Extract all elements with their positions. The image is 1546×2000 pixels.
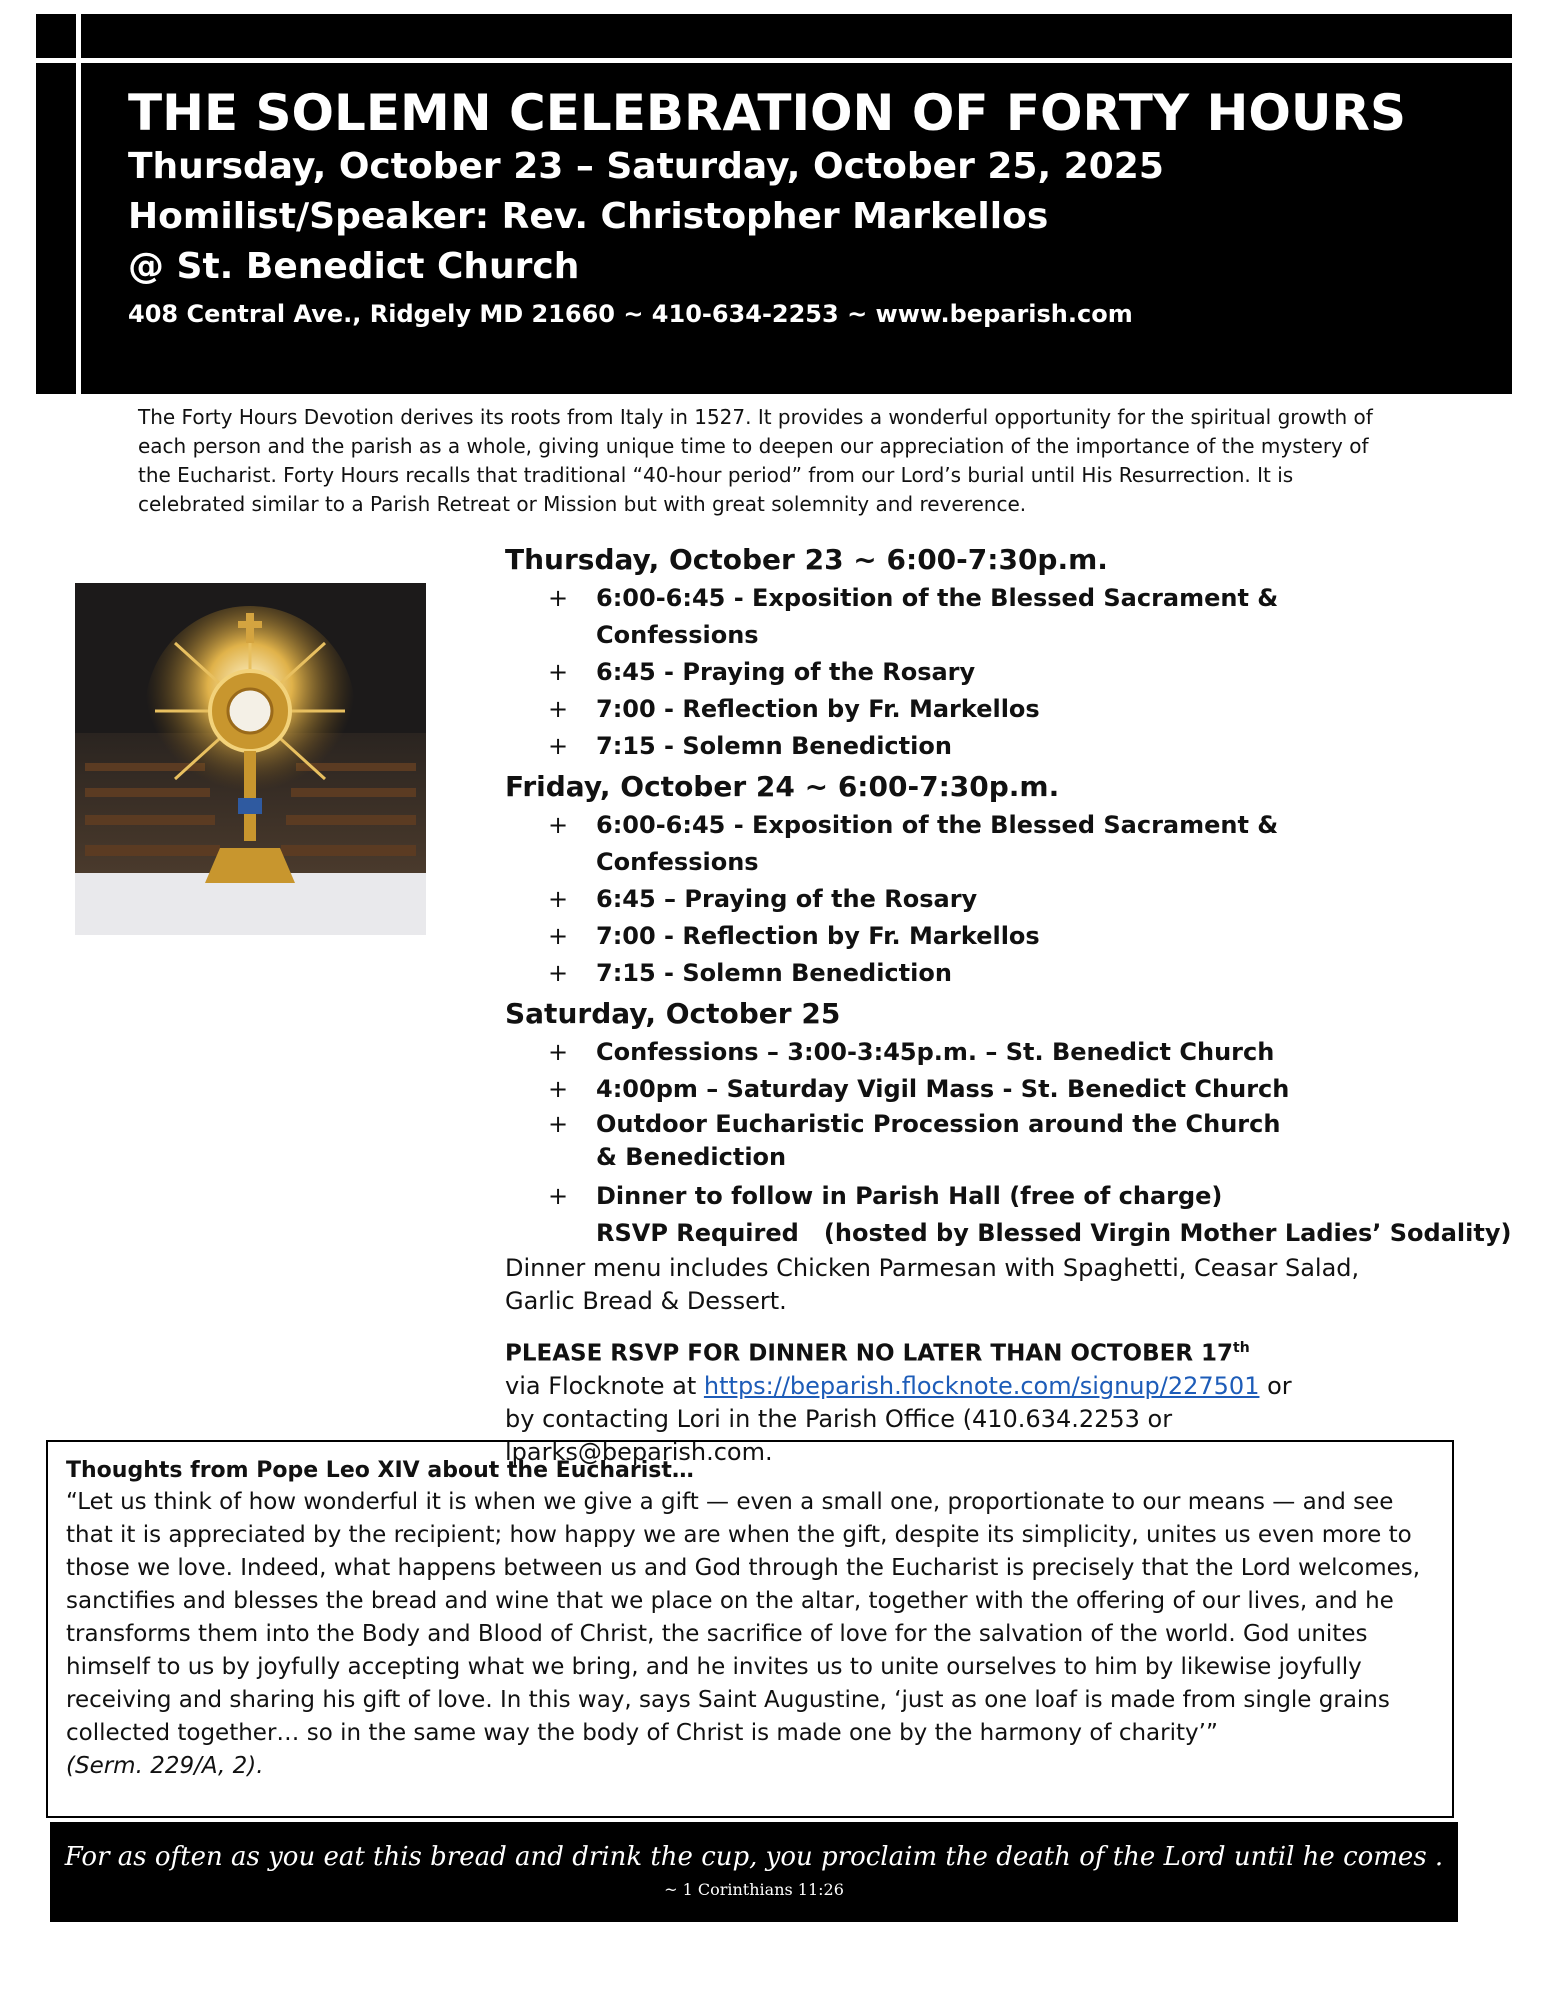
- plus-bullet-icon: +: [548, 658, 569, 686]
- event-location: @ St. Benedict Church: [128, 246, 580, 287]
- page-title: THE SOLEMN CELEBRATION OF FORTY HOURS: [128, 84, 1406, 142]
- banner-horizontal-rule: [36, 58, 1512, 63]
- plus-bullet-icon: +: [548, 885, 569, 913]
- plus-bullet-icon: +: [548, 584, 569, 612]
- header-banner: [36, 14, 1512, 394]
- banner-text: [128, 84, 1406, 332]
- intro-paragraph: The Forty Hours Devotion derives its roots from Italy in 1527. It provides a wonderful opportunity for the spiritual growth of each person and the parish as a whole, giving unique time to deepen our appreciation of the importance of the mystery of the Eucharist. Forty Hours recalls that traditional “40-hour period” from our Lord’s burial until His Resurrection. It is celebrated similar to a Parish Retreat or Mission but with great solemnity and reverence.: [138, 405, 1373, 516]
- scripture-verse: For as often as you eat this bread and drink the cup, you proclaim the death of the Lord until he comes .: [64, 1842, 1444, 1872]
- list-item: + 4:00pm – Saturday Vigil Mass - St. Benedict Church: [505, 1071, 1435, 1108]
- friday-heading: Friday, October 24 ~ 6:00-7:30p.m.: [505, 770, 1060, 803]
- rsvp-required-line: [505, 1215, 1512, 1252]
- plus-bullet-icon: +: [548, 1182, 569, 1210]
- list-item: + Confessions – 3:00-3:45p.m. – St. Benedict Church: [505, 1034, 1435, 1071]
- list-item: + 6:45 – Praying of the Rosary: [505, 881, 1435, 918]
- rsvp-contact: by contacting Lori in the Parish Office (410.634.2253 or lparks@beparish.com.: [505, 1404, 1173, 1466]
- church-contact: 408 Central Ave., Ridgely MD 21660 ~ 410-634-2253 ~ www.beparish.com: [128, 300, 1133, 328]
- banner-vertical-rule: [76, 14, 81, 394]
- rsvp-instructions: via Flocknote at https://beparish.flocknote.com/signup/227501 or by contacting Lori in the Parish Office (410.634.2253 or lparks@beparish.com.: [505, 1371, 1292, 1466]
- scripture-footer: [50, 1822, 1458, 1922]
- plus-bullet-icon: +: [548, 1038, 569, 1066]
- hosted-note: (hosted by Blessed Virgin Mother Ladies’ Sodality): [823, 1219, 1512, 1247]
- plus-bullet-icon: +: [548, 959, 569, 987]
- quote-body: “Let us think of how wonderful it is when we give a gift — even a small one, proportionate to our means — and see that it is appreciated by the recipient; how happy we are when the gift, despite its simplicity, unites us even more to those we love. Indeed, what happens between us and God through the Eucharist is precisely that the Lord welcomes, sanctifies and blesses the bread and wine that we place on the altar, together with the offering of our lives, and he transforms them into the Body and Blood of Christ, the sacrifice of love for the salvation of the world. God unites himself to us by joyfully accepting what we bring, and he invites us to unite ourselves to him by likewise joyfully receiving and sharing his gift of love. In this way, says Saint Augustine, ‘just as one loaf is made from single grains collected together… so in the same way the body of Christ is made one by the harmony of charity’” (Serm. 229/A, 2).: [66, 1489, 1421, 1779]
- quote-heading: Thoughts from Pope Leo XIV about the Eucharist…: [66, 1458, 694, 1483]
- flocknote-signup-link[interactable]: https://beparish.flocknote.com/signup/227501: [703, 1371, 1260, 1400]
- list-item: + Dinner to follow in Parish Hall (free of charge): [505, 1178, 1435, 1215]
- list-item: + 7:15 - Solemn Benediction: [505, 728, 1435, 765]
- quote-citation: (Serm. 229/A, 2).: [66, 1753, 264, 1779]
- event-speaker: Homilist/Speaker: Rev. Christopher Markellos: [128, 196, 1049, 237]
- list-item: + 6:00-6:45 - Exposition of the Blessed Sacrament & Confessions: [505, 580, 1435, 654]
- saturday-heading: Saturday, October 25: [505, 997, 841, 1030]
- event-dates: Thursday, October 23 – Saturday, October 25, 2025: [128, 146, 1164, 187]
- plus-bullet-icon: +: [548, 732, 569, 760]
- plus-bullet-icon: +: [548, 811, 569, 839]
- plus-bullet-icon: +: [548, 1075, 569, 1103]
- plus-bullet-icon: +: [548, 695, 569, 723]
- list-item: + 6:45 - Praying of the Rosary: [505, 654, 1435, 691]
- thursday-heading: Thursday, October 23 ~ 6:00-7:30p.m.: [505, 543, 1108, 576]
- pope-quote-box: [46, 1440, 1454, 1818]
- rsvp-heading: PLEASE RSVP FOR DINNER NO LATER THAN OCTOBER 17th: [505, 1340, 1250, 1367]
- list-item: + Outdoor Eucharistic Procession around the Church & Benediction: [548, 1110, 1281, 1171]
- plus-bullet-icon: +: [548, 922, 569, 950]
- plus-bullet-icon: +: [548, 1110, 569, 1138]
- list-item: + 7:15 - Solemn Benediction: [505, 955, 1435, 992]
- list-item: + 7:00 - Reflection by Fr. Markellos: [505, 691, 1435, 728]
- schedule: [505, 540, 1512, 1469]
- dinner-menu: Dinner menu includes Chicken Parmesan with Spaghetti, Ceasar Salad, Garlic Bread & Dessert.: [505, 1254, 1360, 1315]
- list-item: + 6:00-6:45 - Exposition of the Blessed Sacrament & Confessions: [505, 807, 1435, 881]
- scripture-reference: ~ 1 Corinthians 11:26: [664, 1880, 844, 1899]
- rsvp-required: RSVP Required: [596, 1219, 799, 1247]
- list-item: + 7:00 - Reflection by Fr. Markellos: [505, 918, 1435, 955]
- monstrance-photo: [75, 583, 426, 935]
